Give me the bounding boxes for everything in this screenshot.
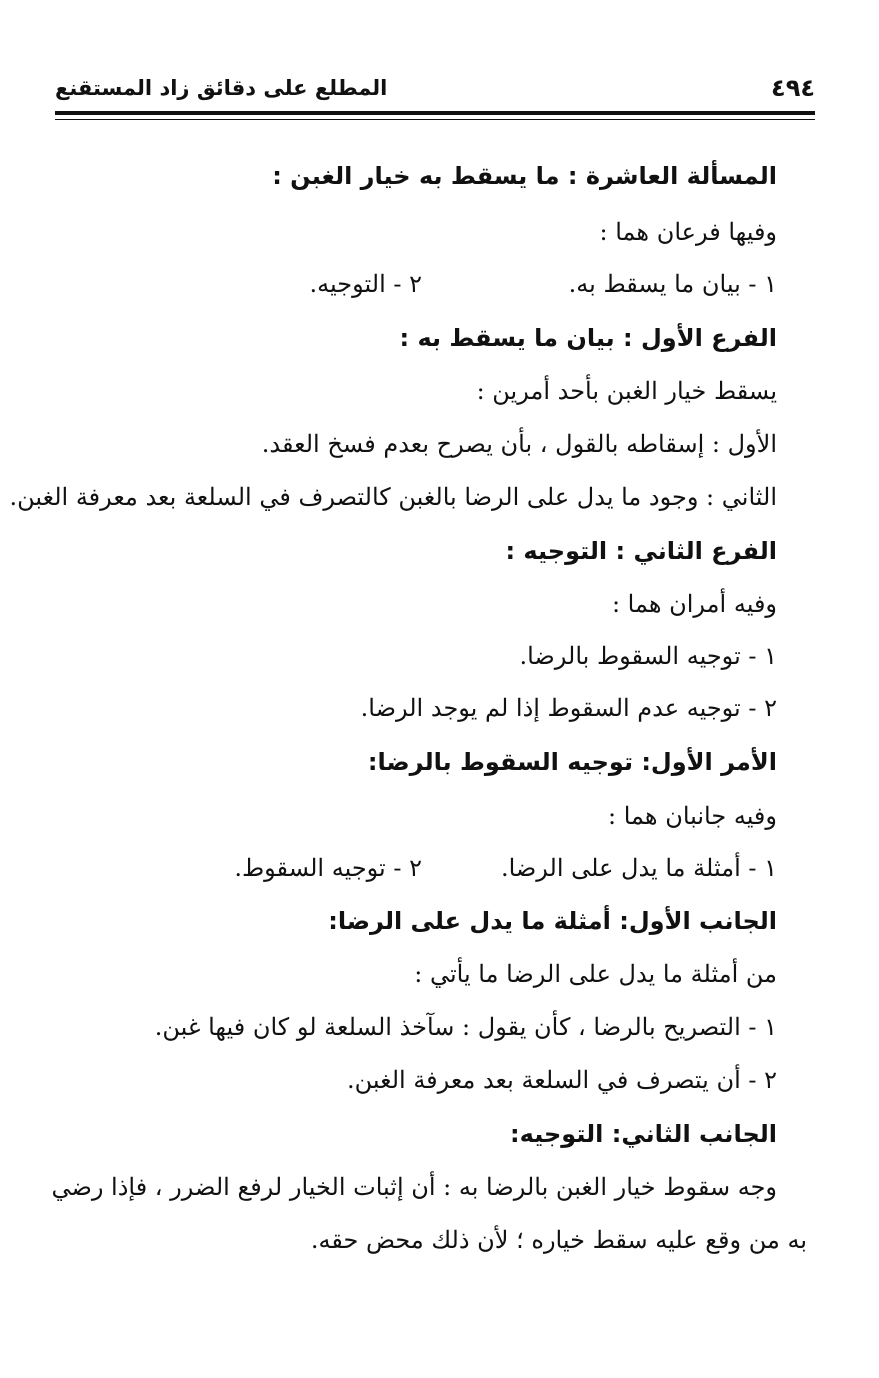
list-item: ٢ - أن يتصرف في السلعة بعد معرفة الغبن.	[346, 1066, 777, 1094]
paragraph-line: به من وقع عليه سقط خياره ؛ لأن ذلك محض حقه.	[310, 1226, 807, 1254]
list-item: ١ - توجيه السقوط بالرضا.	[519, 642, 777, 670]
intro-two-branches: وفيها فرعان هما :	[599, 218, 777, 246]
page-header	[55, 74, 815, 108]
heading-first-matter: الأمر الأول: توجيه السقوط بالرضا:	[367, 748, 777, 776]
paragraph: يسقط خيار الغبن بأحد أمرين :	[476, 377, 777, 405]
page-number: ٤٩٤	[771, 74, 815, 102]
branches-list-item-2: ٢ - التوجيه.	[309, 270, 422, 298]
list-item: ١ - التصريح بالرضا ، كأن يقول : سآخذ السلعة لو كان فيها غبن.	[154, 1013, 777, 1041]
intro-two-aspects: وفيه جانبان هما :	[608, 802, 777, 830]
paragraph-line: وجه سقوط خيار الغبن بالرضا به : أن إثبات الخيار لرفع الضرر ، فإذا رضي	[51, 1173, 777, 1201]
branches-list	[77, 268, 777, 300]
list-item: ٢ - توجيه عدم السقوط إذا لم يوجد الرضا.	[360, 694, 777, 722]
heading-first-branch: الفرع الأول : بيان ما يسقط به :	[399, 324, 777, 352]
header-rule-thick	[55, 111, 815, 115]
branches-list-item-1: ١ - بيان ما يسقط به.	[568, 270, 777, 298]
paragraph: الثاني : وجود ما يدل على الرضا بالغبن كالتصرف في السلعة بعد معرفة الغبن.	[9, 483, 777, 511]
aspects-list-item-1: ١ - أمثلة ما يدل على الرضا.	[500, 854, 777, 882]
header-rule-thin	[55, 119, 815, 120]
book-title: المطلع على دقائق زاد المستقنع	[55, 76, 388, 100]
paragraph: من أمثلة ما يدل على الرضا ما يأتي :	[414, 960, 777, 988]
aspects-list-item-2: ٢ - توجيه السقوط.	[234, 854, 422, 882]
heading-second-aspect: الجانب الثاني: التوجيه:	[510, 1120, 777, 1148]
aspects-list	[77, 852, 777, 884]
intro-two-matters: وفيه أمران هما :	[611, 590, 777, 618]
heading-second-branch: الفرع الثاني : التوجيه :	[505, 537, 777, 565]
paragraph: الأول : إسقاطه بالقول ، بأن يصرح بعدم فسخ العقد.	[261, 430, 777, 458]
heading-first-aspect: الجانب الأول: أمثلة ما يدل على الرضا:	[328, 907, 777, 935]
heading-issue-10: المسألة العاشرة : ما يسقط به خيار الغبن :	[272, 162, 777, 190]
